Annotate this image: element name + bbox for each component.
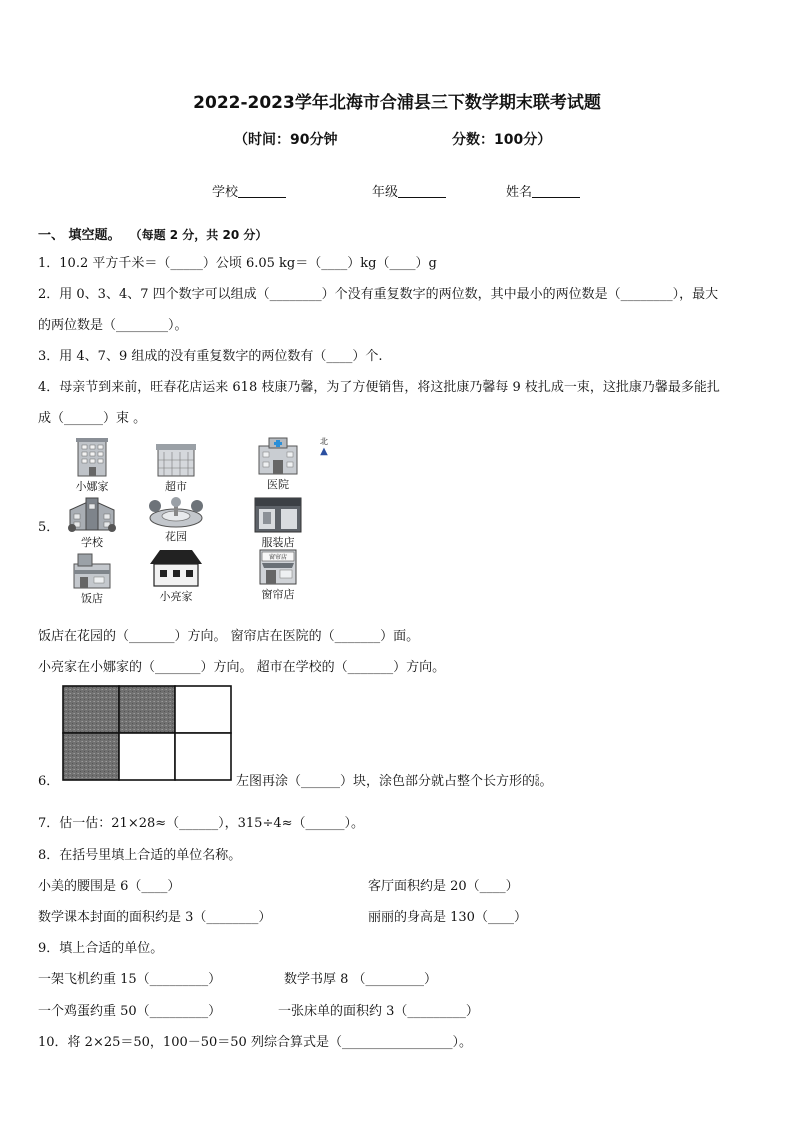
place-label: 服装店 (261, 536, 295, 549)
clothing-store-icon (253, 494, 303, 534)
school-label: 学校 (212, 185, 239, 200)
question-6-prompt: 左图再涂（______）块，涂色部分就占整个长方形的 (236, 774, 536, 789)
place-restaurant (60, 550, 124, 606)
question-9-a: 一架飞机约重 15（_________） (38, 972, 222, 987)
question-6-end: 。 (539, 774, 553, 789)
question-5-number: 5． (38, 520, 60, 535)
svg-text:窗帘店: 窗帘店 (268, 554, 288, 561)
question-6-text (236, 770, 553, 789)
place-label: 花园 (165, 530, 187, 543)
question-8-b: 客厅面积约是 20（____） (368, 879, 519, 894)
question-8: 8．在括号里填上合适的单位名称。 (38, 848, 242, 863)
question-4-line-1: 4．母亲节到来前，旺春花店运来 618 枝康乃馨，为了方便销售，将这批康乃馨每 9 枝扎成一束，这批康乃馨最多能扎 (38, 380, 720, 395)
grid-cell-shaded[interactable] (63, 733, 119, 780)
grid-cell-empty[interactable] (119, 733, 175, 780)
grade-blank[interactable] (398, 185, 446, 198)
name-blank[interactable] (532, 185, 580, 198)
north-indicator (318, 436, 330, 457)
question-9: 9．填上合适的单位。 (38, 941, 164, 956)
question-10: 10．将 2×25＝50，100－50＝50 列综合算式是（_________________）。 (38, 1035, 472, 1050)
place-garden (144, 494, 208, 544)
place-supermarket (144, 440, 208, 494)
place-label: 医院 (267, 478, 289, 491)
question-6-number: 6． (38, 774, 60, 789)
exam-score: 分数：100分） (452, 132, 552, 148)
grid-cell-shaded[interactable] (119, 686, 175, 733)
shading-grid (62, 685, 234, 785)
grade-label: 年级 (372, 185, 399, 200)
question-5-line-2: 小亮家在小娜家的（_______）方向。 超市在学校的（_______）方向。 (38, 660, 446, 675)
curtain-store-icon (256, 548, 300, 586)
fraction-numerator: 5 (535, 774, 540, 782)
place-label: 超市 (165, 480, 187, 493)
school-building-icon (66, 494, 118, 534)
question-2-line-2: 的两位数是（________）。 (38, 318, 188, 333)
house-icon (146, 548, 206, 588)
question-8-c: 数学课本封面的面积约是 3（________） (38, 910, 272, 925)
question-3: 3．用 4、7、9 组成的没有重复数字的两位数有（____）个. (38, 349, 383, 364)
restaurant-building-icon (70, 550, 114, 590)
supermarket-building-icon (154, 440, 198, 478)
name-field (506, 181, 580, 200)
question-1: 1．10.2 平方千米＝（_____）公顷 6.05 kg＝（____）kg（____）g (38, 256, 437, 271)
question-8-a: 小美的腰围是 6（____） (38, 879, 181, 894)
apartment-building-icon (72, 436, 112, 478)
grid-cell-empty[interactable] (175, 686, 231, 733)
place-xiaoliang-home (144, 548, 208, 604)
question-5-line-1: 饭店在花园的（_______）方向。 窗帘店在医院的（_______）面。 (38, 629, 420, 644)
place-hospital (246, 436, 310, 492)
place-curtain-store (246, 548, 310, 602)
question-9-b: 数学书厚 8 （_________） (284, 972, 438, 987)
place-xiaona-home (60, 436, 124, 494)
grid-figure (62, 685, 234, 781)
exam-time: （时间：90分钟 (234, 132, 338, 148)
grid-cell-shaded[interactable] (63, 686, 119, 733)
north-arrow-icon: ▲ (320, 446, 328, 457)
north-label: 北 (320, 437, 328, 446)
question-2-line-1: 2．用 0、3、4、7 四个数字可以组成（________）个没有重复数字的两位数，其中最小的两位数是（________），最大 (38, 287, 719, 302)
question-7: 7．估一估：21×28≈（______），315÷4≈（______）。 (38, 816, 365, 831)
section-title: 一、 填空题。 (38, 228, 121, 243)
school-blank[interactable] (238, 185, 286, 198)
grid-cell-empty[interactable] (175, 733, 231, 780)
place-school (60, 494, 124, 550)
garden-fountain-icon (147, 494, 205, 528)
section-note: （每题 2 分，共 20 分） (129, 228, 268, 242)
question-4-line-2: 成（______）束 。 (38, 411, 147, 426)
place-label: 窗帘店 (261, 588, 295, 601)
question-9-c: 一个鸡蛋约重 50（_________） (38, 1004, 222, 1019)
place-label: 小娜家 (75, 480, 109, 493)
place-label: 饭店 (81, 592, 103, 605)
place-label: 学校 (81, 536, 103, 549)
hospital-building-icon (255, 436, 301, 476)
fraction-denominator: 6 (535, 780, 540, 788)
page-title: 2022-2023学年北海市合浦县三下数学期末联考试题 (193, 93, 601, 113)
question-8-d: 丽丽的身高是 130（____） (368, 910, 527, 925)
place-clothing-store (246, 494, 310, 550)
grade-field (372, 181, 446, 200)
school-field (212, 181, 286, 200)
question-9-d: 一张床单的面积约 3（_________） (278, 1004, 479, 1019)
direction-map (60, 436, 340, 606)
place-label: 小亮家 (159, 590, 193, 603)
section-heading (38, 224, 267, 243)
name-label: 姓名 (506, 185, 533, 200)
